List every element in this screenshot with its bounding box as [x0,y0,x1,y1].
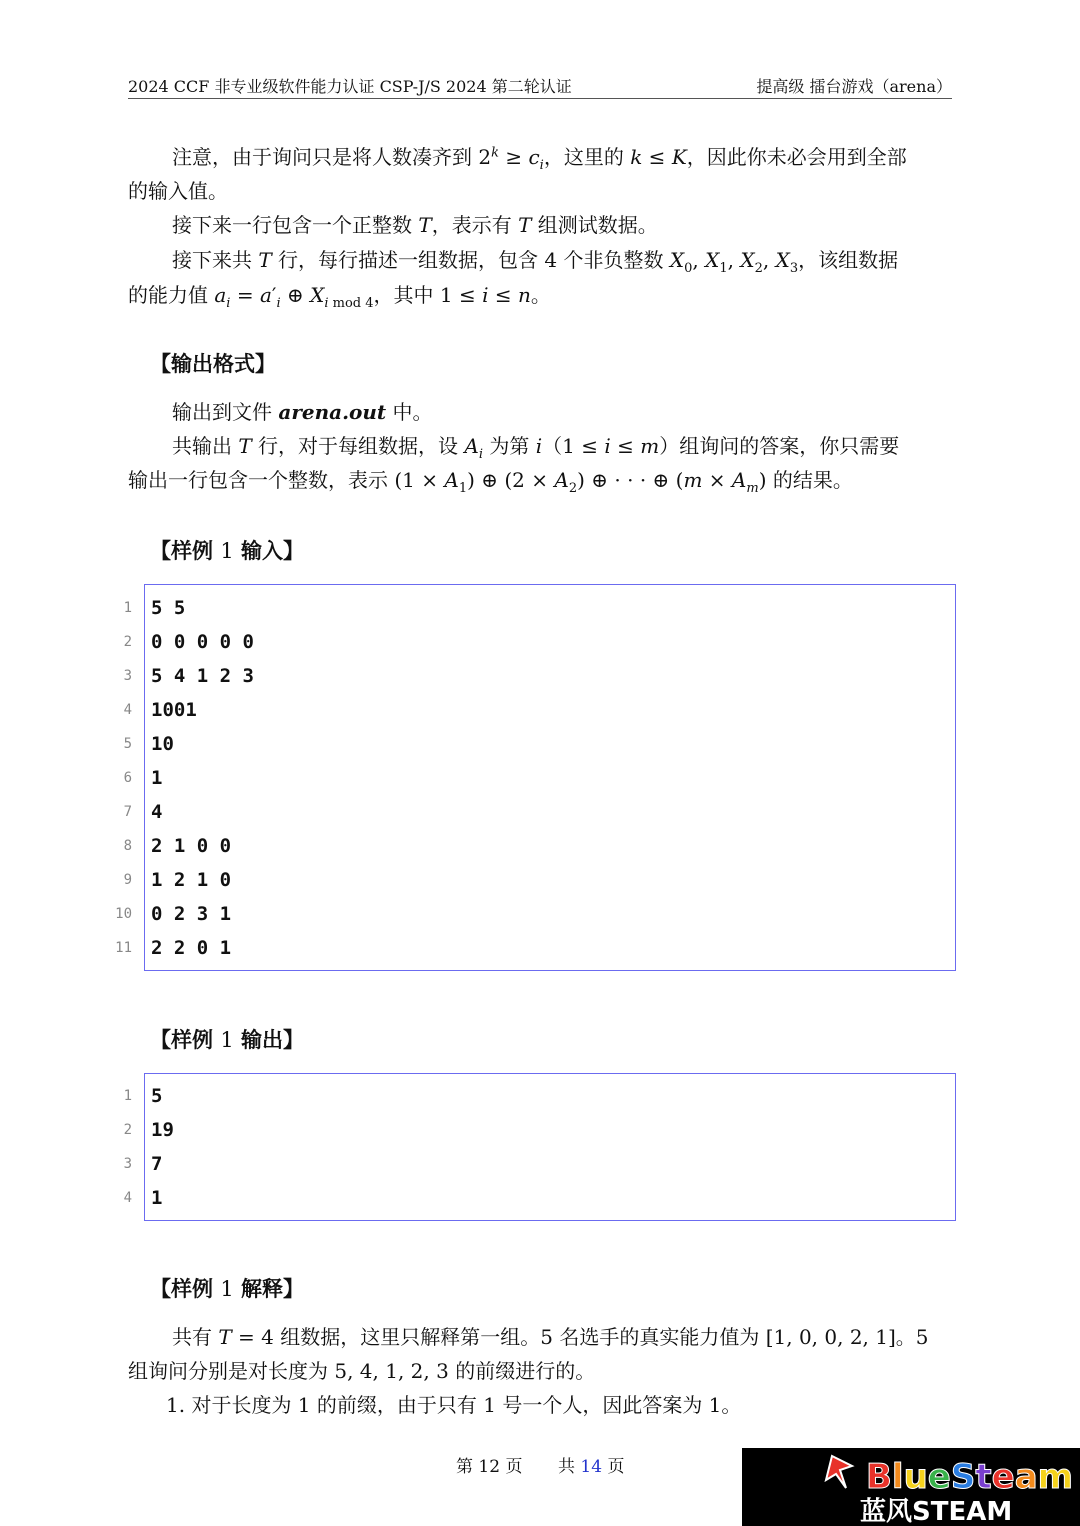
page-number: 第 12 页 [456,1457,523,1477]
code-line: 1 2 1 0 [151,869,232,891]
code-line: 2 1 0 0 [151,835,232,857]
code-line: 0 0 0 0 0 [151,631,254,653]
explanation-list-item-1: 1. 对于长度为 1 的前缀，由于只有 1 号一个人，因此答案为 1。 [166,1393,742,1417]
total-pages-link[interactable]: 14 [580,1457,603,1477]
svg-text:蓝风STEAM: 蓝风STEAM [860,1497,1013,1526]
bluesteam-logo [742,1448,1080,1526]
intro-line-2: 的输入值。 [128,179,228,203]
code-line: 1 [151,1187,163,1209]
code-line: 7 [151,1153,163,1175]
line-number: 11 [115,940,132,956]
line-number: 7 [123,804,132,820]
sample-output-heading: 【样例 1 输出】 [150,1028,304,1052]
explanation-heading: 【样例 1 解释】 [150,1277,304,1301]
line-number: 2 [123,634,132,650]
line-number: 4 [123,702,132,718]
line-number: 8 [123,838,132,854]
line-number: 3 [123,668,132,684]
svg-text:BlueSteam: BlueSteam [866,1457,1074,1497]
code-line: 5 [151,1085,163,1107]
line-number: 10 [115,906,132,922]
line-number: 1 [123,600,132,616]
output-format-line-2: 共输出 T 行，对于每组数据，设 $A_i$ 为第 i（1 ≤ i ≤ m）组询问的答案，你只需要 [172,434,900,462]
code-line: 5 4 1 2 3 [151,665,254,687]
line-number: 1 [123,1088,132,1104]
output-format-line-1: 输出到文件 arena.out 中。 [172,400,433,424]
sample-output-box [144,1073,956,1221]
output-format-line-3: 输出一行包含一个整数，表示 $(1 \times A_1)$ ⊕ $(2 \times A_2)$ ⊕ · · · ⊕ $(m \times A_m)$ 的结果。 [128,468,853,496]
line-number: 5 [123,736,132,752]
intro-line-1: 注意，由于询问只是将人数凑齐到 $2^k \ge c_i$，这里的 k ≤ K，因此你未必会用到全部 [172,145,907,173]
sample-input-heading: 【样例 1 输入】 [150,539,304,563]
sample-input-box [144,584,956,971]
explanation-line-1: 共有 T = 4 组数据，这里只解释第一组。5 名选手的真实能力值为 [1, 0, 0, 2, 1]。5 [172,1325,929,1349]
code-line: 0 2 3 1 [151,903,232,925]
code-line: 1 [151,767,163,789]
logo-graphic [742,1448,1080,1526]
line-number: 9 [123,872,132,888]
code-line: 10 [151,733,174,755]
code-line: 4 [151,801,163,823]
line-number: 4 [123,1190,132,1206]
intro-line-4: 接下来共 T 行，每行描述一组数据，包含 4 个非负整数 $X_0$, $X_1$, $X_2$, $X_3$，该组数据 [172,248,899,276]
line-number: 3 [123,1156,132,1172]
output-filename: arena.out [278,400,387,424]
line-number: 6 [123,770,132,786]
code-line: 1001 [151,699,197,721]
code-line: 19 [151,1119,174,1141]
header-right: 提高级 擂台游戏（arena） [756,77,952,96]
code-line: 5 5 [151,597,186,619]
intro-line-3: 接下来一行包含一个正整数 T，表示有 T 组测试数据。 [172,213,658,237]
output-format-heading: 【输出格式】 [150,352,276,376]
page-header [128,72,952,99]
explanation-line-2: 组询问分别是对长度为 5, 4, 1, 2, 3 的前缀进行的。 [128,1359,596,1383]
line-number: 2 [123,1122,132,1138]
code-line: 2 2 0 1 [151,937,232,959]
header-left: 2024 CCF 非专业级软件能力认证 CSP-J/S 2024 第二轮认证 [128,77,572,96]
intro-line-5: 的能力值 $a_i = a'_i$ ⊕ $X_{i mod 4}$，其中 1 ≤ i ≤ n。 [128,283,551,311]
total-pages: 共 14 页 [558,1457,625,1477]
